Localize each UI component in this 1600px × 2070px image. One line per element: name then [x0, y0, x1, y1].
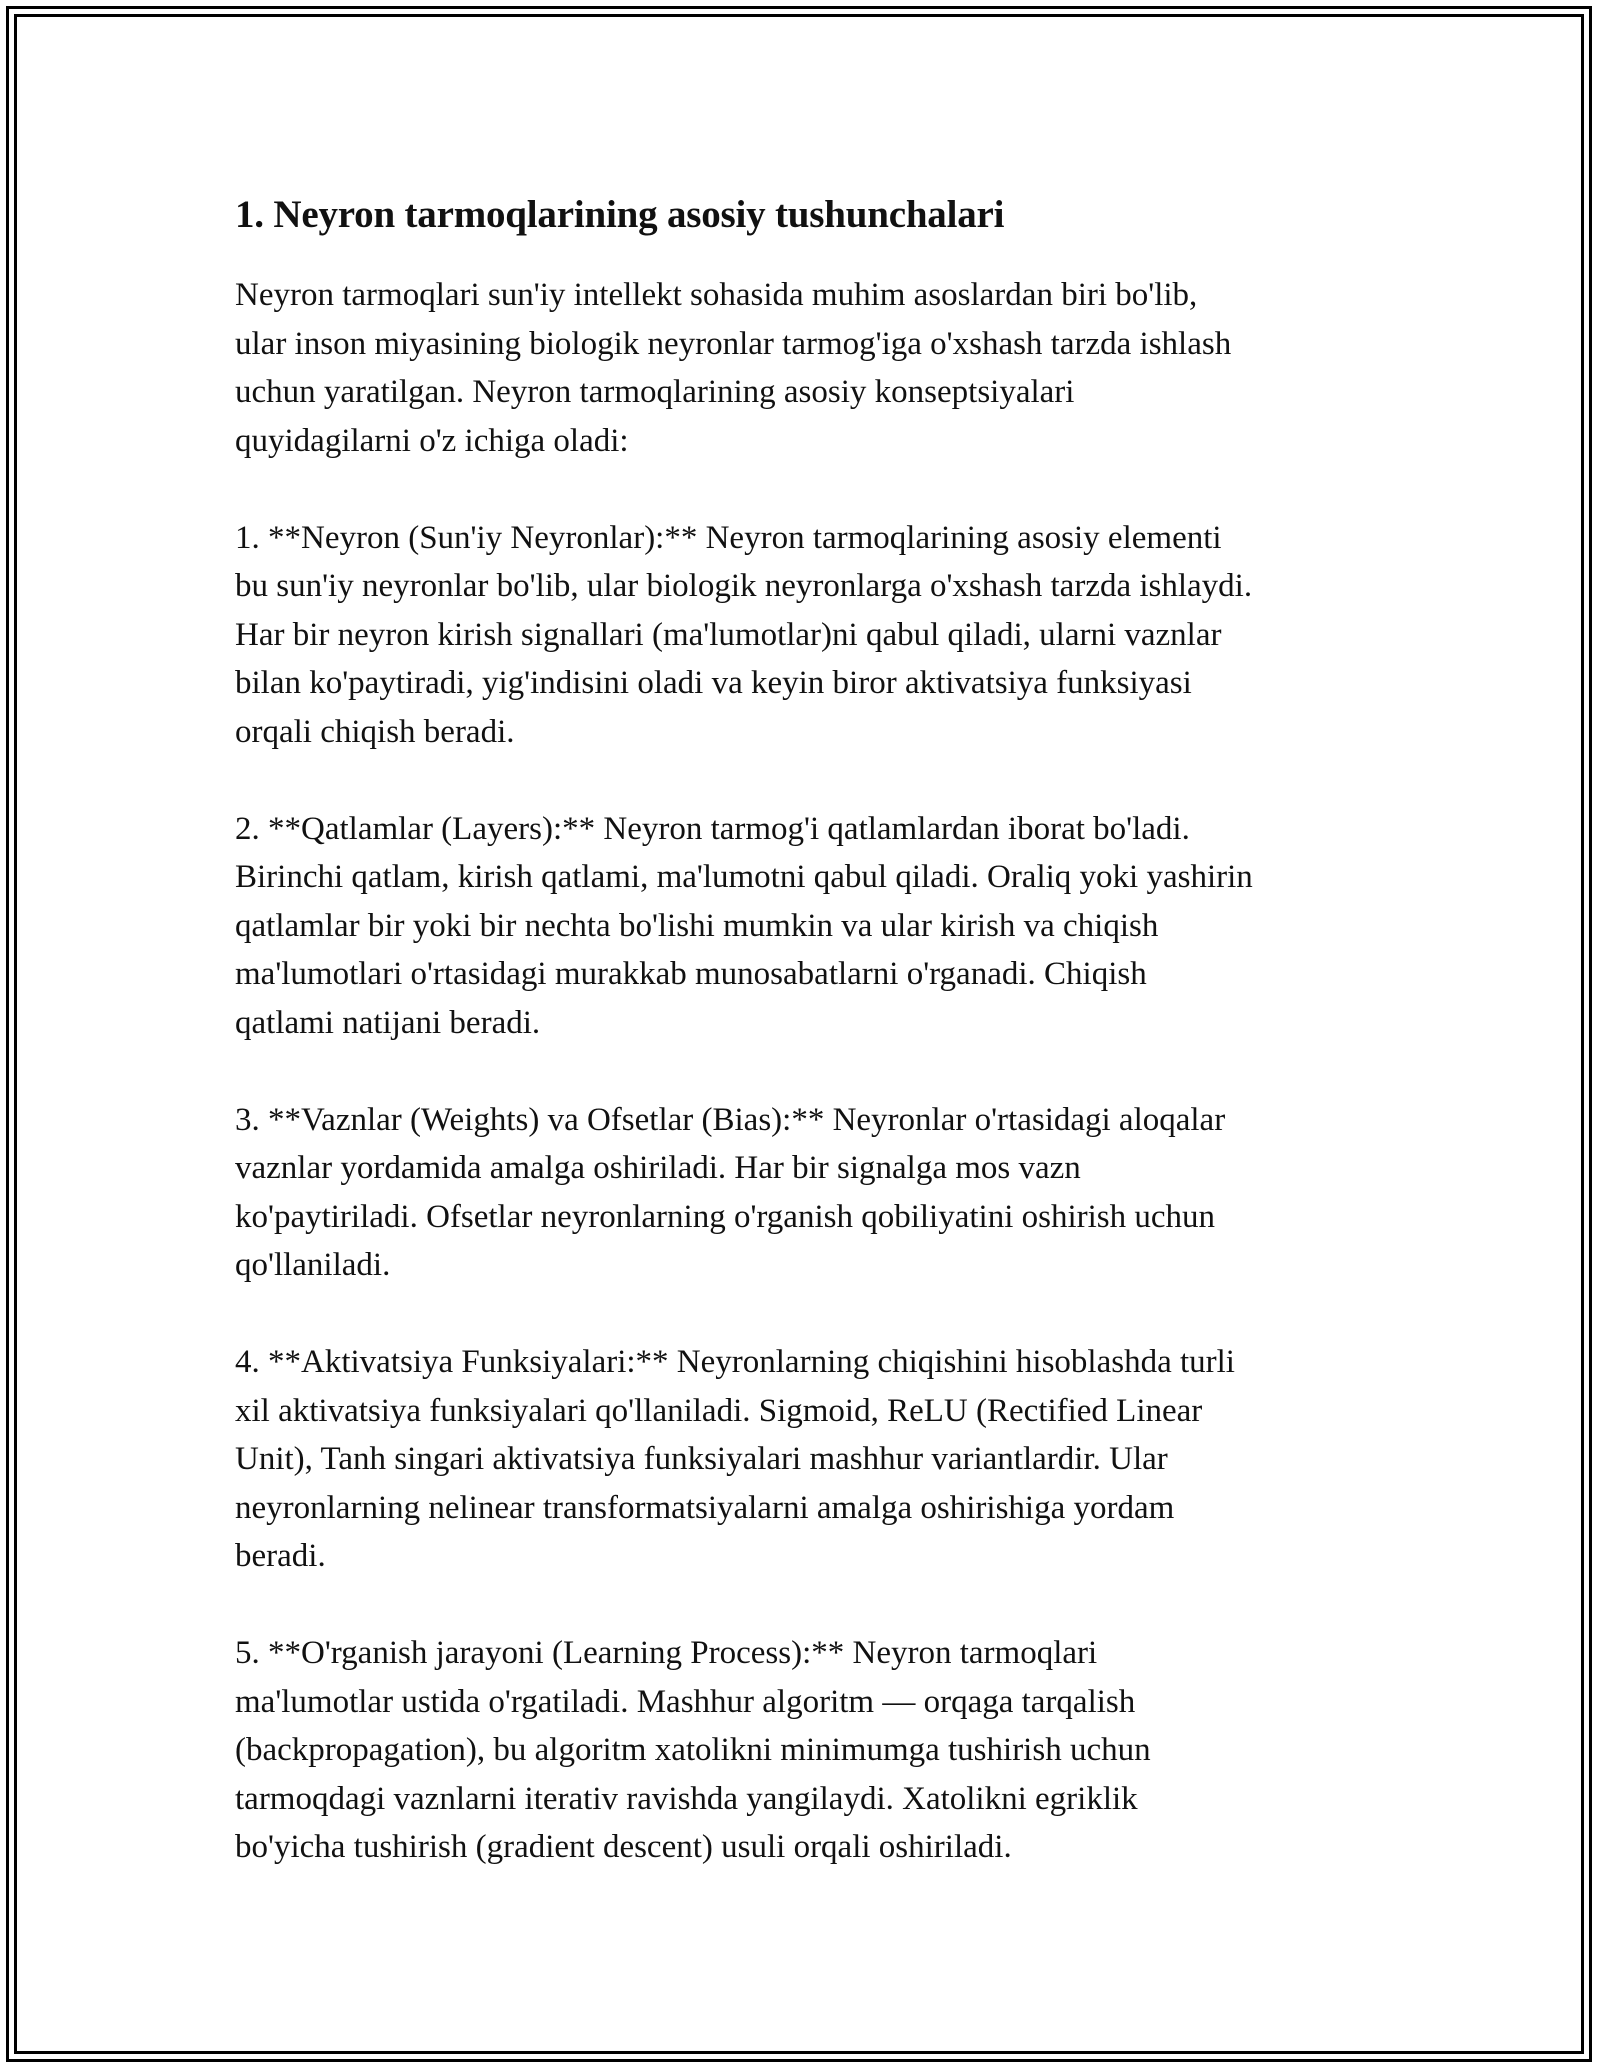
- list-item-learning-process: [235, 1629, 1385, 1872]
- paragraph-line: bo'yicha tushirish (gradient descent) usuli orqali oshiriladi.: [235, 1829, 1012, 1865]
- list-item-neurons: [235, 514, 1385, 757]
- intro-line: Neyron tarmoqlari sun'iy intellekt sohasida muhim asoslardan biri bo'lib,: [235, 277, 1198, 313]
- paragraph-line: Har bir neyron kirish signallari (ma'lumotlar)ni qabul qiladi, ularni vaznlar: [235, 616, 1222, 653]
- paragraph-line: qatlami natijani beradi.: [235, 1004, 541, 1041]
- intro-line: ular inson miyasining biologik neyronlar tarmog'iga o'xshash tarzda ishlash: [235, 325, 1232, 362]
- paragraph-line: Birinchi qatlam, kirish qatlami, ma'lumotni qabul qiladi. Oraliq yoki yashirin: [235, 859, 1253, 895]
- paragraph-line: (backpropagation), bu algoritm xatolikni minimumga tushirish uchun: [235, 1732, 1151, 1768]
- paragraph-line: orqali chiqish beradi.: [235, 713, 515, 750]
- list-item-activation-functions: [235, 1338, 1385, 1581]
- section-heading: 1. Neyron tarmoqlarining asosiy tushunchalari: [235, 193, 1005, 236]
- paragraph-line: vaznlar yordamida amalga oshiriladi. Har bir signalga mos vazn: [235, 1150, 1081, 1186]
- paragraph-line: 5. **O'rganish jarayoni (Learning Process):** Neyron tarmoqlari: [235, 1635, 1098, 1671]
- paragraph-line: bu sun'iy neyronlar bo'lib, ular biologik neyronlarga o'xshash tarzda ishlaydi.: [235, 568, 1253, 604]
- list-item-layers: [235, 805, 1385, 1048]
- paragraph-line: Unit), Tanh singari aktivatsiya funksiyalari mashhur variantlardir. Ular: [235, 1441, 1168, 1477]
- document-body: [235, 185, 1385, 1920]
- intro-line: uchun yaratilgan. Neyron tarmoqlarining asosiy konseptsiyalari: [235, 374, 1075, 410]
- paragraph-line: ko'paytiriladi. Ofsetlar neyronlarning o'rganish qobiliyatini oshirish uchun: [235, 1198, 1216, 1235]
- intro-line: quyidagilarni o'z ichiga oladi:: [235, 422, 629, 459]
- paragraph-line: beradi.: [235, 1538, 326, 1574]
- paragraph-line: bilan ko'paytiradi, yig'indisini oladi va keyin biror aktivatsiya funksiyasi: [235, 665, 1192, 701]
- paragraph-line: ma'lumotlari o'rtasidagi murakkab munosabatlarni o'rganadi. Chiqish: [235, 956, 1147, 992]
- paragraph-line: 1. **Neyron (Sun'iy Neyronlar):** Neyron tarmoqlarining asosiy elementi: [235, 519, 1222, 556]
- paragraph-line: 3. **Vaznlar (Weights) va Ofsetlar (Bias):** Neyronlar o'rtasidagi aloqalar: [235, 1101, 1226, 1138]
- paragraph-line: ma'lumotlar ustida o'rgatiladi. Mashhur algoritm — orqaga tarqalish: [235, 1683, 1136, 1720]
- paragraph-line: qo'llaniladi.: [235, 1247, 391, 1283]
- paragraph-line: 2. **Qatlamlar (Layers):** Neyron tarmog'i qatlamlardan iborat bo'ladi.: [235, 810, 1190, 847]
- paragraph-line: 4. **Aktivatsiya Funksiyalari:** Neyronlarning chiqishini hisoblashda turli: [235, 1344, 1235, 1380]
- paragraph-line: tarmoqdagi vaznlarni iterativ ravishda yangilaydi. Xatolikni egriklik: [235, 1780, 1138, 1817]
- paragraph-line: xil aktivatsiya funksiyalari qo'llaniladi. Sigmoid, ReLU (Rectified Linear: [235, 1392, 1203, 1429]
- paragraph-line: qatlamlar bir yoki bir nechta bo'lishi mumkin va ular kirish va chiqish: [235, 907, 1159, 944]
- intro-paragraph: [235, 271, 1385, 465]
- list-item-weights-bias: [235, 1096, 1385, 1290]
- paragraph-line: neyronlarning nelinear transformatsiyalarni amalga oshirishiga yordam: [235, 1489, 1175, 1526]
